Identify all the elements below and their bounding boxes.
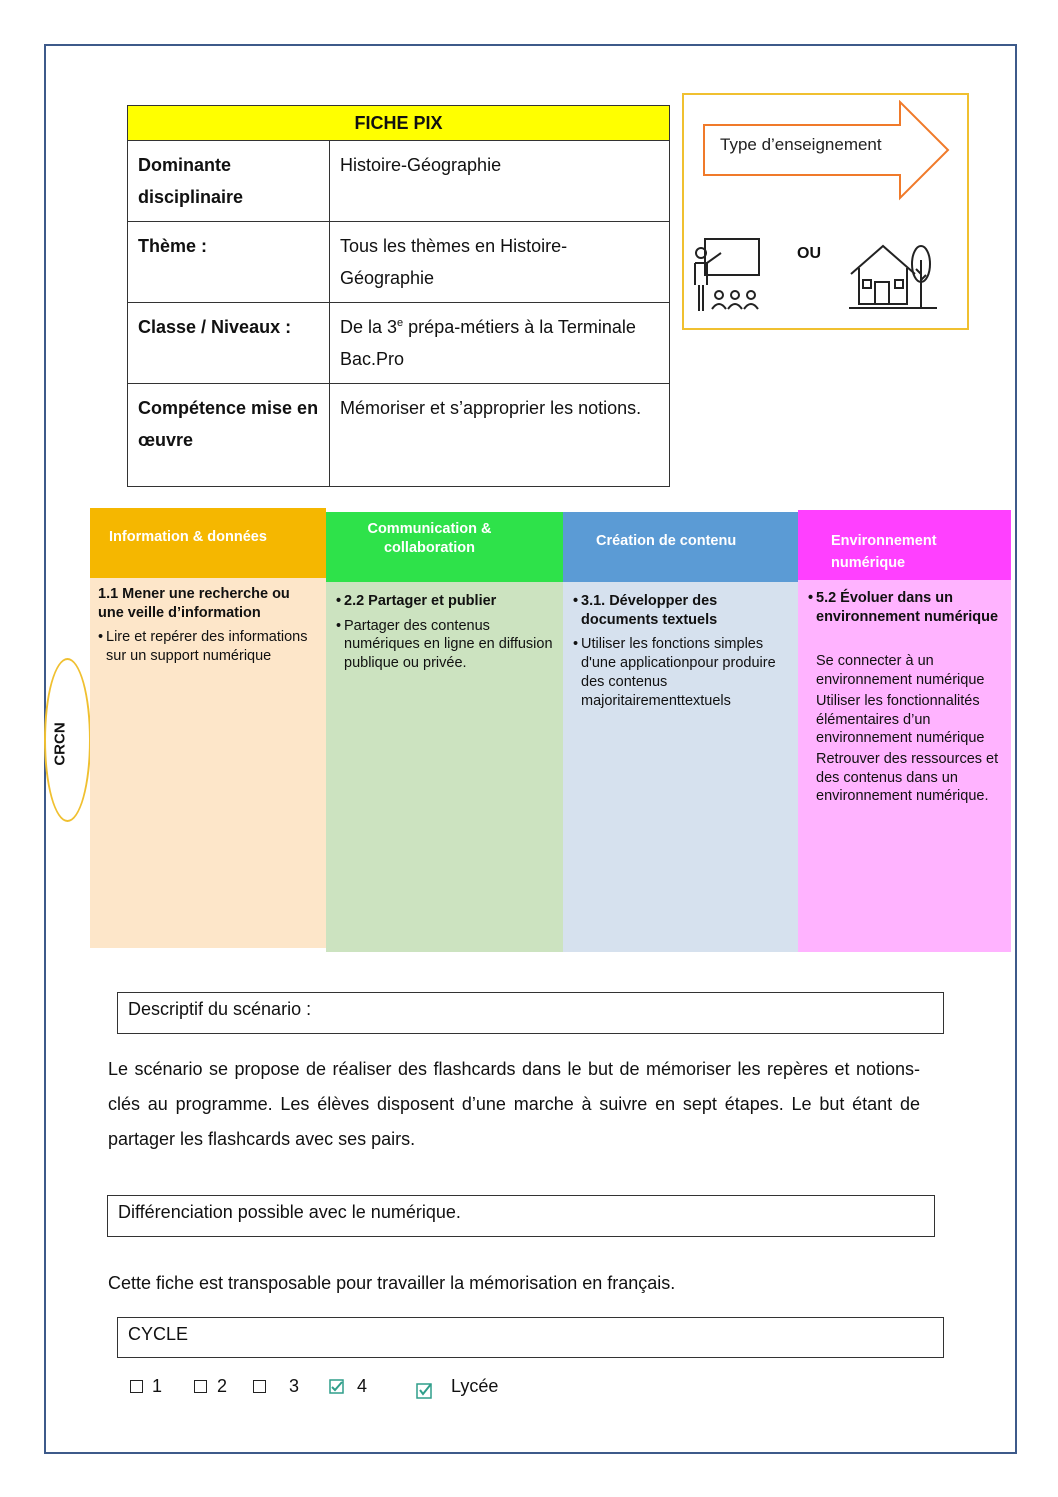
crcn-title-information: 1.1 Mener une recherche ou une veille d’information — [98, 586, 290, 621]
house-tree-icon — [849, 242, 939, 312]
type-enseignement-box — [682, 93, 969, 330]
crcn-bullet-information: Lire et repérer des informations sur un support numérique — [106, 629, 308, 665]
fiche-pix-table — [127, 105, 670, 487]
crcn-title-communication: 2.2 Partager et publier — [344, 593, 497, 609]
row-value-classe: De la 3e prépa-métiers à la Terminale Bac.Pro — [330, 303, 670, 384]
crcn-body-environnement: • 5.2 Évoluer dans un environnement numérique Se connecter à un environnement numérique Utiliser les fonctionnalités élémentaires d’un environnement numérique Retrouver des ressources et des contenus dans un environnement numérique. — [798, 580, 1011, 952]
crcn-item-environnement: Utiliser les fonctionnalités élémentaires d’un environnement numérique — [816, 692, 985, 747]
fiche-header: FICHE PIX — [128, 106, 670, 141]
crcn-body-information: 1.1 Mener une recherche ou une veille d’information • Lire et repérer des informations sur un support numérique — [90, 578, 326, 948]
row-label-dominante: Dominante disciplinaire — [128, 141, 330, 222]
differenciation-text: Cette fiche est transposable pour travailler la mémorisation en français. — [108, 1273, 676, 1293]
crcn-title-creation: 3.1. Développer des documents textuels — [581, 593, 718, 628]
cycle-lycee-label: Lycée — [451, 1376, 499, 1396]
cycle-4-checkbox-checked-icon[interactable] — [329, 1379, 345, 1395]
row-value-dominante: Histoire-Géographie — [330, 141, 670, 222]
crcn-title-environnement: 5.2 Évoluer dans un environnement numérique — [816, 590, 999, 625]
row-value-competence: Mémoriser et s’approprier les notions. — [330, 384, 670, 487]
scenario-text: Le scénario se propose de réaliser des flashcards dans le but de mémoriser les repères et notions-clés au programme. Les élèves disposent d’une marche à suivre en sept étapes. Le but étant de partager les flashcards avec ses pairs. — [108, 1059, 920, 1149]
cycle-heading: CYCLE — [117, 1317, 944, 1358]
row-value-theme: Tous les thèmes en Histoire-Géographie — [330, 222, 670, 303]
crcn-header-information: Information & données — [90, 508, 326, 578]
crcn-item-environnement: Se connecter à un environnement numérique — [816, 653, 985, 689]
row-label-competence: Compétence mise en œuvre — [128, 384, 330, 487]
crcn-bullet-creation: Utiliser les fonctions simples d'une applicationpour produire des contenus majoritairementtextuels — [581, 636, 776, 709]
crcn-header-creation: Création de contenu — [563, 512, 798, 582]
crcn-body-communication: • 2.2 Partager et publier • Partager des contenus numériques en ligne en diffusion publique ou privée. — [326, 582, 563, 952]
crcn-header-communication: Communication & collaboration — [326, 512, 563, 582]
crcn-header-environnement: Environnement numérique — [798, 510, 1011, 580]
type-enseignement-label: Type d’enseignement — [720, 135, 882, 154]
differenciation-heading: Différenciation possible avec le numérique. — [107, 1195, 935, 1237]
ou-label: OU — [797, 245, 821, 262]
cycle-3-label: 3 — [289, 1376, 300, 1396]
cycle-2-checkbox[interactable] — [194, 1380, 207, 1393]
row-label-theme: Thème : — [128, 222, 330, 303]
cycle-1-checkbox[interactable] — [130, 1380, 143, 1393]
crcn-bullet-communication: Partager des contenus numériques en ligne en diffusion publique ou privée. — [344, 617, 553, 672]
cycle-lycee-checkbox-checked-icon[interactable] — [416, 1381, 434, 1399]
crcn-body-creation: • 3.1. Développer des documents textuels • Utiliser les fonctions simples d'une applicationpour produire des contenus majoritairementtextuels — [563, 582, 798, 952]
cycle-4-label: 4 — [357, 1376, 368, 1396]
crcn-item-environnement: Retrouver des ressources et des contenus dans un environnement numérique. — [816, 750, 999, 805]
cycle-2-label: 2 — [217, 1376, 228, 1396]
cycle-1-label: 1 — [152, 1376, 163, 1396]
scenario-heading: Descriptif du scénario : — [117, 992, 944, 1034]
teacher-classroom-icon — [689, 235, 769, 315]
cycle-3-checkbox[interactable] — [253, 1380, 266, 1393]
crcn-label: CRCN — [51, 722, 69, 766]
row-label-classe: Classe / Niveaux : — [128, 303, 330, 384]
